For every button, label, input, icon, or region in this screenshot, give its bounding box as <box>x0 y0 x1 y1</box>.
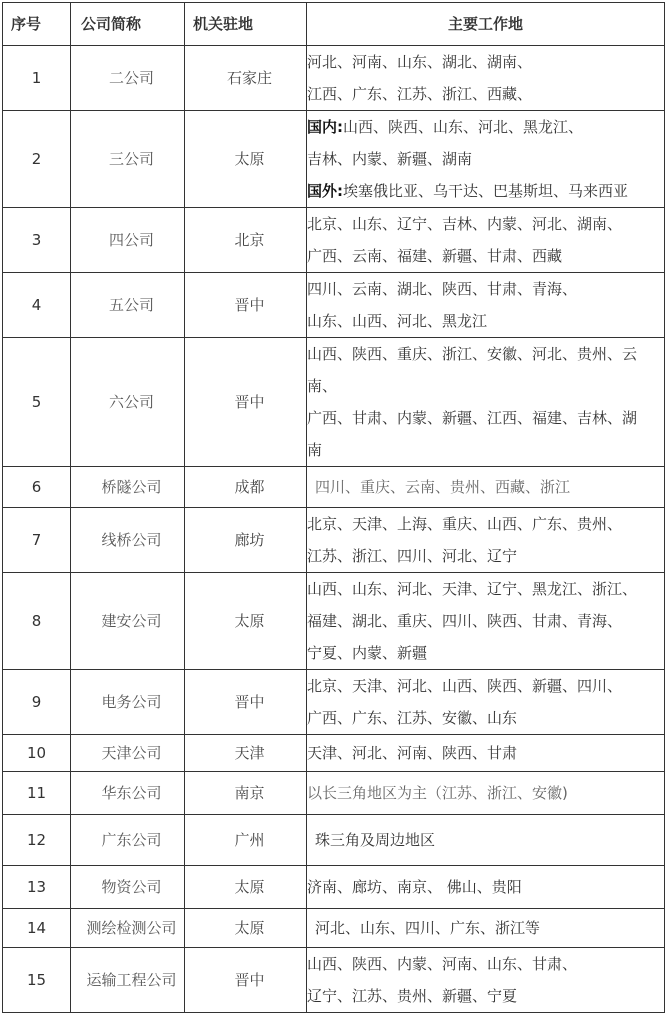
work-areas: 北京、天津、河北、山西、陕西、新疆、四川、 广西、广东、江苏、安徽、山东 <box>307 670 665 735</box>
work-areas: 天津、河北、河南、陕西、甘肃 <box>307 735 665 772</box>
foreign-label: 国外: <box>307 182 343 200</box>
company-name: 五公司 <box>71 273 185 338</box>
row-no: 8 <box>3 573 71 670</box>
work-areas: 国内:山西、陕西、山东、河北、黑龙江、 吉林、内蒙、新疆、湖南 国外:埃塞俄比亚、乌干达、巴基斯坦、马来西亚 <box>307 111 665 208</box>
company-location: 石家庄 <box>185 46 307 111</box>
company-location: 晋中 <box>185 948 307 1013</box>
header-company: 公司简称 <box>71 3 185 46</box>
row-no: 5 <box>3 338 71 467</box>
table-row <box>3 508 665 573</box>
table-row <box>3 735 665 772</box>
row-no: 1 <box>3 46 71 111</box>
header-row <box>3 3 665 46</box>
work-areas: 河北、山东、四川、广东、浙江等 <box>307 909 665 948</box>
company-name: 电务公司 <box>71 670 185 735</box>
company-name: 测绘检测公司 <box>71 909 185 948</box>
company-location: 晋中 <box>185 338 307 467</box>
table-row <box>3 273 665 338</box>
table-row <box>3 670 665 735</box>
work-areas: 珠三角及周边地区 <box>307 815 665 866</box>
header-no: 序号 <box>3 3 71 46</box>
company-name: 桥隧公司 <box>71 467 185 508</box>
company-location: 晋中 <box>185 273 307 338</box>
table-row <box>3 909 665 948</box>
company-name: 建安公司 <box>71 573 185 670</box>
table-row <box>3 46 665 111</box>
table-row <box>3 338 665 467</box>
row-no: 10 <box>3 735 71 772</box>
table-row <box>3 815 665 866</box>
company-table <box>2 2 665 1013</box>
company-location: 太原 <box>185 573 307 670</box>
table-row <box>3 467 665 508</box>
work-areas: 山西、陕西、内蒙、河南、山东、甘肃、 辽宁、江苏、贵州、新疆、宁夏 <box>307 948 665 1013</box>
company-name: 二公司 <box>71 46 185 111</box>
row-no: 14 <box>3 909 71 948</box>
domestic-label: 国内: <box>307 118 343 136</box>
row-no: 3 <box>3 208 71 273</box>
row-no: 7 <box>3 508 71 573</box>
work-areas: 济南、廊坊、南京、 佛山、贵阳 <box>307 866 665 909</box>
work-areas: 山西、陕西、重庆、浙江、安徽、河北、贵州、云 南、 广西、甘肃、内蒙、新疆、江西、福建、吉林、湖 南 <box>307 338 665 467</box>
company-name: 广东公司 <box>71 815 185 866</box>
company-location: 太原 <box>185 909 307 948</box>
company-name: 运输工程公司 <box>71 948 185 1013</box>
row-no: 11 <box>3 772 71 815</box>
company-name: 华东公司 <box>71 772 185 815</box>
row-no: 15 <box>3 948 71 1013</box>
work-areas: 北京、天津、上海、重庆、山西、广东、贵州、 江苏、浙江、四川、河北、辽宁 <box>307 508 665 573</box>
table-row <box>3 948 665 1013</box>
table-row <box>3 772 665 815</box>
table-row <box>3 573 665 670</box>
table-row <box>3 866 665 909</box>
company-name: 物资公司 <box>71 866 185 909</box>
header-areas: 主要工作地 <box>307 3 665 46</box>
company-location: 南京 <box>185 772 307 815</box>
company-location: 成都 <box>185 467 307 508</box>
company-location: 晋中 <box>185 670 307 735</box>
company-name: 天津公司 <box>71 735 185 772</box>
company-name: 三公司 <box>71 111 185 208</box>
row-no: 6 <box>3 467 71 508</box>
company-location: 北京 <box>185 208 307 273</box>
company-location: 广州 <box>185 815 307 866</box>
work-areas: 北京、山东、辽宁、吉林、内蒙、河北、湖南、 广西、云南、福建、新疆、甘肃、西藏 <box>307 208 665 273</box>
row-no: 4 <box>3 273 71 338</box>
row-no: 9 <box>3 670 71 735</box>
table-row <box>3 208 665 273</box>
work-areas: 山西、山东、河北、天津、辽宁、黑龙江、浙江、 福建、湖北、重庆、四川、陕西、甘肃、青海、 宁夏、内蒙、新疆 <box>307 573 665 670</box>
company-location: 廊坊 <box>185 508 307 573</box>
company-name: 六公司 <box>71 338 185 467</box>
row-no: 13 <box>3 866 71 909</box>
work-areas: 河北、河南、山东、湖北、湖南、 江西、广东、江苏、浙江、西藏、 <box>307 46 665 111</box>
company-name: 线桥公司 <box>71 508 185 573</box>
company-name: 四公司 <box>71 208 185 273</box>
work-areas: 四川、云南、湖北、陕西、甘肃、青海、 山东、山西、河北、黑龙江 <box>307 273 665 338</box>
work-areas: 四川、重庆、云南、贵州、西藏、浙江 <box>307 467 665 508</box>
table-row <box>3 111 665 208</box>
work-areas: 以长三角地区为主（江苏、浙江、安徽) <box>307 772 665 815</box>
row-no: 12 <box>3 815 71 866</box>
company-location: 天津 <box>185 735 307 772</box>
company-location: 太原 <box>185 866 307 909</box>
row-no: 2 <box>3 111 71 208</box>
company-location: 太原 <box>185 111 307 208</box>
header-location: 机关驻地 <box>185 3 307 46</box>
